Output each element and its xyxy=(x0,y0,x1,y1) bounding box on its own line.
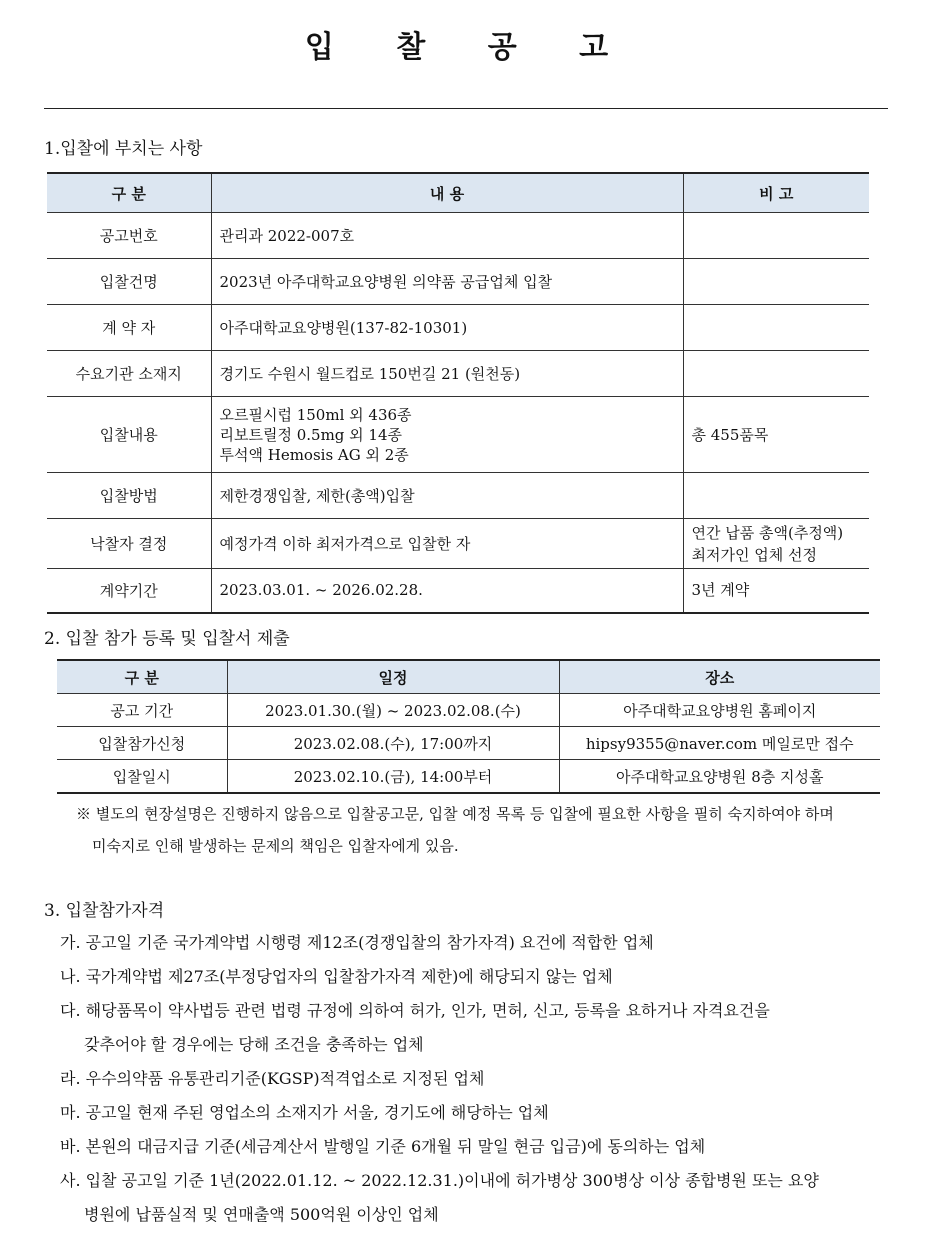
list-item: 다. 해당품목이 약사법등 관련 법령 규정에 의하여 허가, 인가, 면허, 신고, 등록을 요하거나 자격요건을 xyxy=(60,1001,770,1020)
table-row xyxy=(47,569,869,613)
note-line: 총 455품목 xyxy=(691,425,769,444)
content-line: 경기도 수원시 월드컵로 150번길 21 (원천동) xyxy=(219,364,521,383)
list-item-continuation: 병원에 납품실적 및 연매출액 500억원 이상인 업체 xyxy=(84,1205,439,1224)
content-line: 오르필시럽 150ml 외 436종 xyxy=(219,405,412,424)
section3-heading: 3. 입찰참가자격 xyxy=(44,901,165,921)
row-label: 입찰내용 xyxy=(47,397,211,473)
row-note xyxy=(683,519,869,569)
page-title: 입 찰 공 고 xyxy=(304,30,635,65)
content-line: 제한경쟁입찰, 제한(총액)입찰 xyxy=(219,486,415,505)
row-note xyxy=(683,259,869,305)
row-label: 낙찰자 결정 xyxy=(47,519,211,569)
row-label: 입찰참가신청 xyxy=(57,727,227,760)
header-schedule: 일정 xyxy=(227,660,559,694)
row-label: 계약기간 xyxy=(47,569,211,613)
list-item: 라. 우수의약품 유통관리기준(KGSP)적격업소로 지정된 업체 xyxy=(60,1069,485,1088)
row-label: 공고번호 xyxy=(47,213,211,259)
header-place: 장소 xyxy=(559,660,880,694)
registration-table xyxy=(57,659,880,794)
header-category: 구 분 xyxy=(47,173,211,213)
qualification-list xyxy=(60,926,880,1232)
list-item: 마. 공고일 현재 주된 영업소의 소재지가 서울, 경기도에 해당하는 업체 xyxy=(60,1103,549,1122)
list-item: 사. 입찰 공고일 기준 1년(2022.01.12. ~ 2022.12.31.)이내에 허가병상 300병상 이상 종합병원 또는 요양 xyxy=(60,1171,819,1190)
row-label: 수요기관 소재지 xyxy=(47,351,211,397)
row-label: 계 약 자 xyxy=(47,305,211,351)
row-note xyxy=(683,213,869,259)
table-row xyxy=(57,727,880,760)
row-note xyxy=(683,569,869,613)
row-schedule: 2023.02.08.(수), 17:00까지 xyxy=(227,727,559,760)
content-line: 관리과 2022-007호 xyxy=(219,226,355,245)
content-line: 2023년 아주대학교요양병원 의약품 공급업체 입찰 xyxy=(219,272,553,291)
note-line: 3년 계약 xyxy=(691,581,750,600)
note-line: 최저가인 업체 선정 xyxy=(691,545,817,564)
row-label: 입찰건명 xyxy=(47,259,211,305)
row-label: 입찰일시 xyxy=(57,760,227,794)
note-line: 연간 납품 총액(추정액) xyxy=(691,523,844,542)
row-note xyxy=(683,473,869,519)
content-line: 예정가격 이하 최저가격으로 입찰한 자 xyxy=(219,534,471,553)
table-row xyxy=(47,519,869,569)
table-row xyxy=(47,305,869,351)
header-category: 구 분 xyxy=(57,660,227,694)
table-row xyxy=(47,213,869,259)
section1-heading: 1.입찰에 부치는 사항 xyxy=(44,139,203,159)
row-place: hipsy9355@naver.com 메일로만 접수 xyxy=(559,727,880,760)
row-content xyxy=(211,351,683,397)
bid-info-table xyxy=(47,172,869,614)
row-schedule: 2023.01.30.(월) ~ 2023.02.08.(수) xyxy=(227,694,559,727)
row-content xyxy=(211,213,683,259)
title-divider xyxy=(44,108,888,109)
table-row xyxy=(47,259,869,305)
table-row xyxy=(47,473,869,519)
header-note: 비 고 xyxy=(683,173,869,213)
content-line: 아주대학교요양병원(137-82-10301) xyxy=(219,318,468,337)
row-note xyxy=(683,305,869,351)
list-item-continuation: 갖추어야 할 경우에는 당해 조건을 충족하는 업체 xyxy=(84,1035,424,1054)
row-content xyxy=(211,473,683,519)
row-content xyxy=(211,397,683,473)
row-note xyxy=(683,397,869,473)
row-place: 아주대학교요양병원 8층 지성홀 xyxy=(559,760,880,794)
row-content xyxy=(211,305,683,351)
table-row xyxy=(57,694,880,727)
row-label: 공고 기간 xyxy=(57,694,227,727)
table-row xyxy=(47,351,869,397)
row-place: 아주대학교요양병원 홈페이지 xyxy=(559,694,880,727)
note-line: ※ 별도의 현장설명은 진행하지 않음으로 입찰공고문, 입찰 예정 목록 등 입찰에 필요한 사항을 필히 숙지하여야 하며 xyxy=(76,805,834,823)
row-note xyxy=(683,351,869,397)
table-row xyxy=(47,397,869,473)
row-content xyxy=(211,259,683,305)
list-item: 바. 본원의 대금지급 기준(세금계산서 발행일 기준 6개월 뒤 말일 현금 입금)에 동의하는 업체 xyxy=(60,1137,706,1156)
list-item: 나. 국가계약법 제27조(부정당업자의 입찰참가자격 제한)에 해당되지 않는 업체 xyxy=(60,967,613,986)
row-content xyxy=(211,519,683,569)
content-line: 2023.03.01. ~ 2026.02.28. xyxy=(219,581,423,600)
registration-note xyxy=(76,798,876,862)
table-row xyxy=(57,760,880,794)
row-content xyxy=(211,569,683,613)
content-line: 투석액 Hemosis AG 외 2종 xyxy=(219,445,409,464)
section2-heading: 2. 입찰 참가 등록 및 입찰서 제출 xyxy=(44,629,290,649)
list-item: 가. 공고일 기준 국가계약법 시행령 제12조(경쟁입찰의 참가자격) 요건에 적합한 업체 xyxy=(60,933,654,952)
note-line: 미숙지로 인해 발생하는 문제의 책임은 입찰자에게 있음. xyxy=(92,837,459,855)
row-schedule: 2023.02.10.(금), 14:00부터 xyxy=(227,760,559,794)
row-label: 입찰방법 xyxy=(47,473,211,519)
content-line: 리보트릴정 0.5mg 외 14종 xyxy=(219,425,403,444)
header-content: 내 용 xyxy=(211,173,683,213)
